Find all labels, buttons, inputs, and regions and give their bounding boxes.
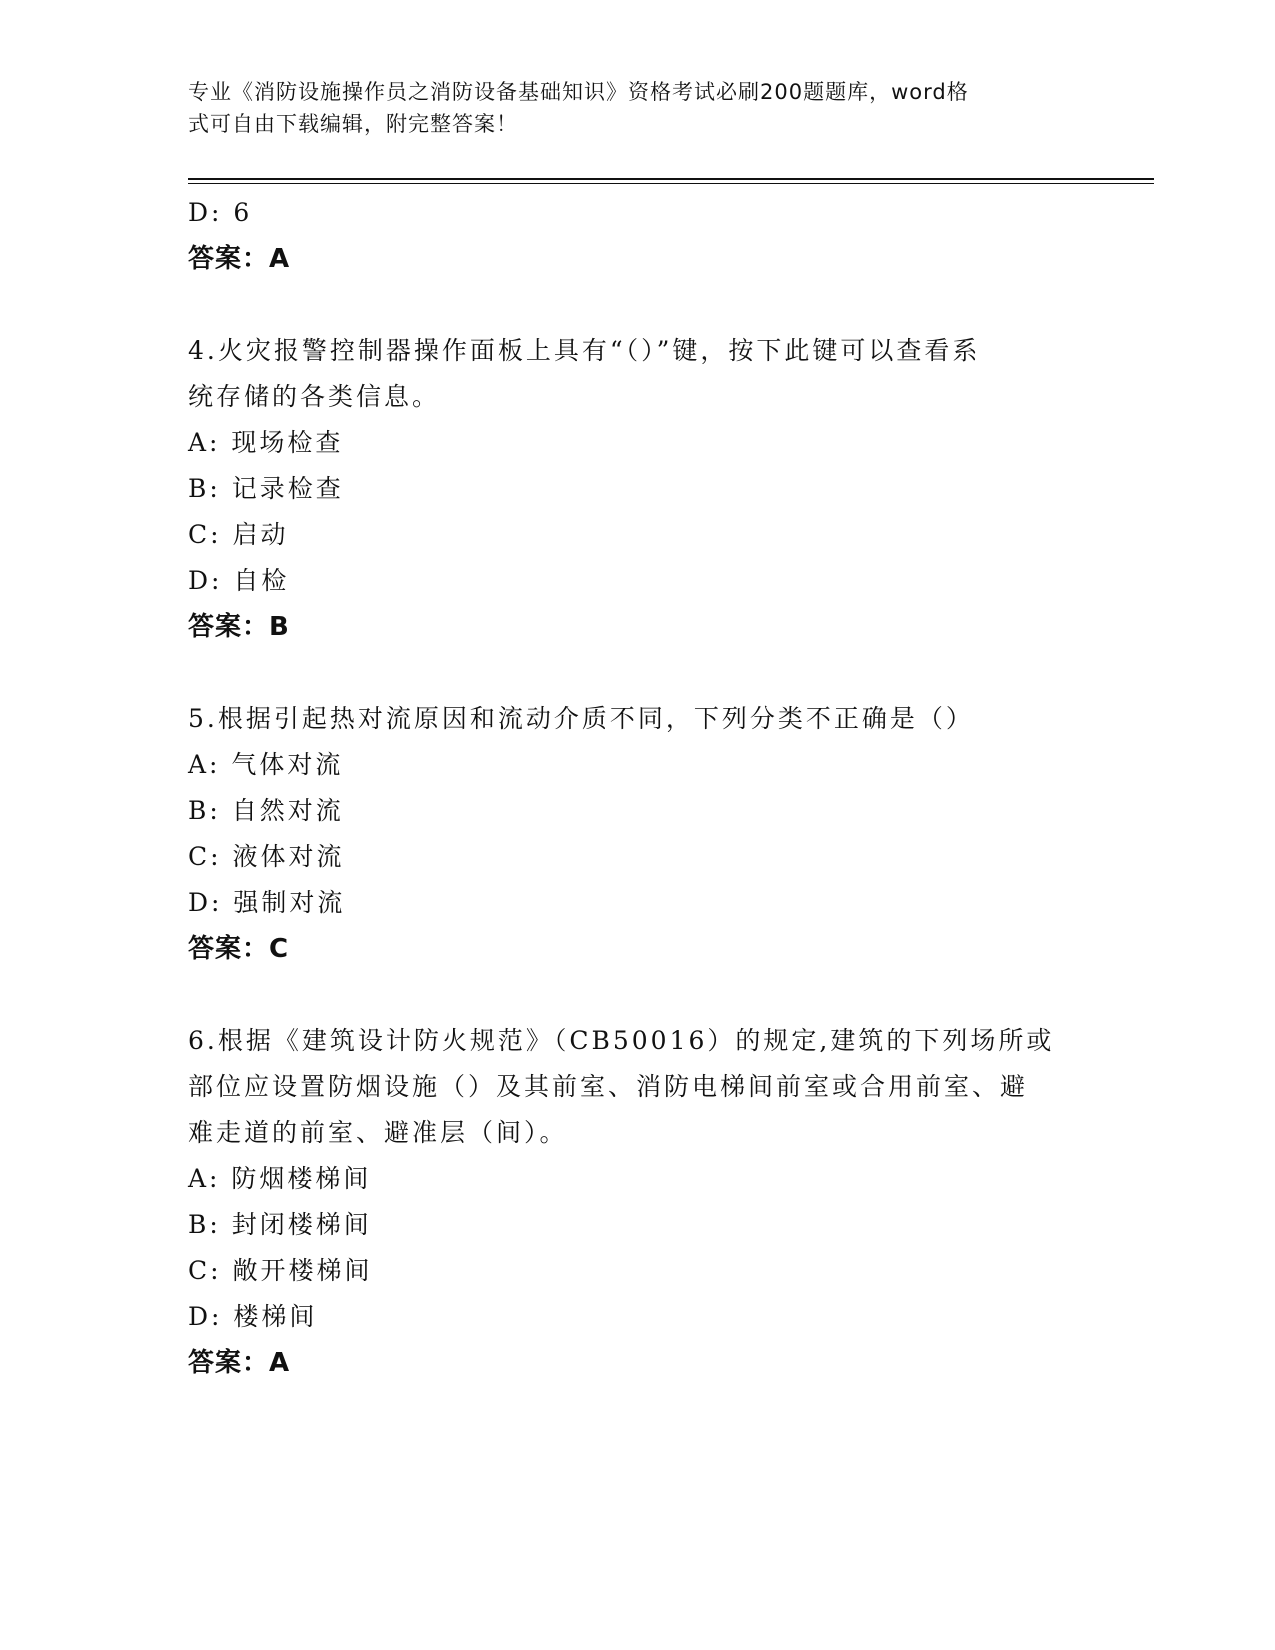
question-4 <box>188 328 1088 650</box>
question-5-option-d: D: 强制对流 <box>188 888 346 917</box>
question-6 <box>188 1018 1088 1386</box>
question-5-option-b: B: 自然对流 <box>188 796 344 825</box>
question-4-option-d: D: 自检 <box>188 566 290 595</box>
header-line-2: 式可自由下载编辑，附完整答案！ <box>188 112 518 136</box>
question-5-answer: 答案：C <box>188 934 290 964</box>
question-6-option-b: B: 封闭楼梯间 <box>188 1210 372 1239</box>
question-6-text-line-1: 6.根据《建筑设计防火规范》（CB50016）的规定,建筑的下列场所或 <box>188 1026 1055 1055</box>
prev-option-d: D: 6 <box>188 198 253 227</box>
prev-answer: 答案：A <box>188 244 291 274</box>
question-4-option-c: C: 启动 <box>188 520 289 549</box>
question-4-answer: 答案：B <box>188 612 290 642</box>
header-line-1: 专业《消防设施操作员之消防设备基础知识》资格考试必刷200题题库，word格 <box>188 80 969 104</box>
spacer <box>188 650 1088 696</box>
question-6-answer: 答案：A <box>188 1348 291 1378</box>
header-rule-thick <box>188 178 1154 180</box>
question-4-option-a: A: 现场检查 <box>188 428 344 457</box>
question-6-text-line-3: 难走道的前室、避准层（间）。 <box>188 1118 568 1147</box>
question-6-option-d: D: 楼梯间 <box>188 1302 318 1331</box>
spacer <box>188 972 1088 1018</box>
question-5-option-c: C: 液体对流 <box>188 842 345 871</box>
question-5-option-a: A: 气体对流 <box>188 750 344 779</box>
question-5-text-line-1: 5.根据引起热对流原因和流动介质不同，下列分类不正确是（） <box>188 704 974 733</box>
question-content <box>188 190 1088 1386</box>
question-6-text-line-2: 部位应设置防烟设施（）及其前室、消防电梯间前室或合用前室、避 <box>188 1072 1029 1101</box>
question-6-option-c: C: 敞开楼梯间 <box>188 1256 373 1285</box>
question-6-option-a: A: 防烟楼梯间 <box>188 1164 372 1193</box>
question-4-option-b: B: 记录检查 <box>188 474 344 503</box>
question-5 <box>188 696 1088 972</box>
header-rule-thin <box>188 183 1154 184</box>
question-4-text-line-1: 4.火灾报警控制器操作面板上具有“（）”键，按下此键可以查看系 <box>188 336 981 365</box>
document-header <box>188 76 1068 140</box>
spacer <box>188 282 1088 328</box>
question-4-text-line-2: 统存储的各类信息。 <box>188 382 441 411</box>
